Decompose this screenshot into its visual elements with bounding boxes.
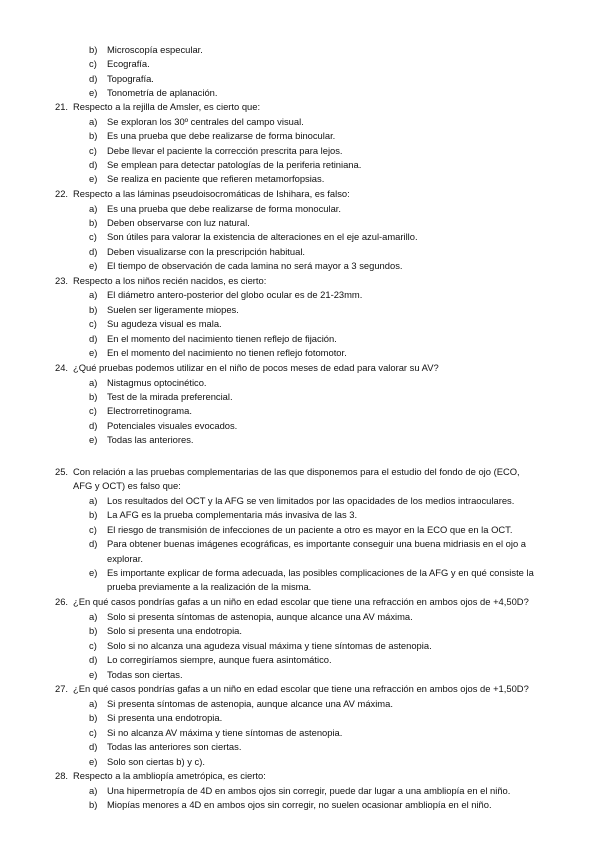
option-text: Solo son ciertas b) y c). (107, 756, 205, 767)
question-text: Respecto a la ambliopía ametrópica, es cierto: (73, 770, 266, 781)
option-letter: b) (89, 799, 98, 810)
option-text: Una hipermetropía de 4D en ambos ojos sin corregir, puede dar lugar a una ambliopía en el niño. (107, 785, 511, 796)
option-text: Lo corregiríamos siempre, aunque fuera asintomático. (107, 654, 332, 665)
question-number: 28. (55, 770, 69, 781)
question-text: Con relación a las pruebas complementarias de las que disponemos para el estudio del fondo de ojo (ECO, (73, 466, 520, 477)
option-line (89, 654, 332, 666)
option-line (89, 712, 222, 724)
question-line (55, 101, 260, 113)
option-letter: a) (89, 611, 98, 622)
option-line (89, 44, 203, 56)
option-text: Se realiza en paciente que refieren metamorfopsias. (107, 173, 325, 184)
option-line (89, 73, 154, 85)
option-line (89, 391, 233, 403)
option-letter: a) (89, 785, 98, 796)
question-number: 22. (55, 188, 69, 199)
option-letter: c) (89, 58, 97, 69)
option-letter: b) (89, 304, 98, 315)
question-continuation (73, 480, 181, 492)
question-text: Respecto a la rejilla de Amsler, es cierto que: (73, 101, 261, 112)
option-line (89, 741, 241, 753)
question-number: 25. (55, 466, 69, 477)
option-line (89, 524, 512, 536)
option-letter: c) (89, 727, 97, 738)
option-letter: d) (89, 333, 98, 344)
option-line (89, 377, 207, 389)
option-letter: c) (89, 231, 97, 242)
option-letter: d) (89, 159, 98, 170)
option-line (89, 130, 335, 142)
option-line (89, 304, 239, 316)
option-text: El tiempo de observación de cada lamina no será mayor a 3 segundos. (107, 260, 403, 271)
question-number: 23. (55, 275, 69, 286)
question-text: AFG y OCT) es falso que: (73, 480, 181, 491)
option-text: explorar. (107, 553, 143, 564)
option-line (89, 58, 150, 70)
question-line (55, 770, 266, 782)
option-letter: b) (89, 625, 98, 636)
option-line (89, 495, 514, 507)
option-letter: e) (89, 434, 98, 445)
option-line (89, 231, 418, 243)
option-continuation (107, 581, 311, 593)
question-number: 24. (55, 362, 69, 373)
option-line (89, 217, 250, 229)
question-text: ¿En qué casos pondrías gafas a un niño en edad escolar que tiene una refracción en ambos ojos de +1,50D? (73, 683, 529, 694)
question-text: Respecto a los niños recién nacidos, es cierto: (73, 275, 267, 286)
option-text: En el momento del nacimiento no tienen reflejo fotomotor. (107, 347, 347, 358)
option-line (89, 116, 304, 128)
option-text: Nistagmus optocinético. (107, 377, 207, 388)
option-letter: d) (89, 420, 98, 431)
option-text: Si no alcanza AV máxima y tiene síntomas de astenopia. (107, 727, 343, 738)
option-text: El diámetro antero-posterior del globo ocular es de 21-23mm. (107, 289, 363, 300)
option-letter: e) (89, 756, 98, 767)
option-letter: b) (89, 509, 98, 520)
question-text: ¿En qué casos pondrías gafas a un niño en edad escolar que tiene una refracción en ambos ojos de +4,50D? (73, 596, 529, 607)
option-line (89, 246, 305, 258)
option-text: Ecografía. (107, 58, 150, 69)
question-number: 21. (55, 101, 69, 112)
option-line (89, 173, 324, 185)
option-text: Electrorretinograma. (107, 405, 192, 416)
option-line (89, 669, 183, 681)
option-text: Para obtener buenas imágenes ecográficas, es importante conseguir una buena midriasis en el ojo a (107, 538, 527, 549)
option-line (89, 640, 432, 652)
question-line (55, 362, 439, 374)
option-text: Potenciales visuales evocados. (107, 420, 238, 431)
option-letter: a) (89, 203, 98, 214)
option-line (89, 145, 343, 157)
option-text: prueba previamente a la realización de la misma. (107, 581, 312, 592)
option-text: Son útiles para valorar la existencia de alteraciones en el eje azul-amarillo. (107, 231, 418, 242)
option-letter: e) (89, 260, 98, 271)
option-line (89, 625, 242, 637)
option-line (89, 538, 526, 550)
option-line (89, 260, 403, 272)
option-text: Todas son ciertas. (107, 669, 183, 680)
option-letter: e) (89, 669, 98, 680)
option-text: Deben observarse con luz natural. (107, 217, 250, 228)
option-text: Se emplean para detectar patologías de la periferia retiniana. (107, 159, 362, 170)
option-text: Solo si presenta síntomas de astenopia, aunque alcance una AV máxima. (107, 611, 413, 622)
option-letter: b) (89, 44, 98, 55)
question-line (55, 275, 266, 287)
option-continuation (107, 553, 143, 565)
option-text: Todas las anteriores. (107, 434, 194, 445)
option-text: Miopías menores a 4D en ambos ojos sin corregir, no suelen ocasionar ambliopía en el niño. (107, 799, 492, 810)
option-text: Es una prueba que debe realizarse de forma binocular. (107, 130, 336, 141)
option-text: Deben visualizarse con la prescripción habitual. (107, 246, 306, 257)
option-line (89, 347, 347, 359)
option-text: Se exploran los 30º centrales del campo visual. (107, 116, 304, 127)
option-line (89, 727, 342, 739)
option-line (89, 785, 510, 797)
option-text: El riesgo de transmisión de infecciones de un paciente a otro es mayor en la ECO que en la OCT. (107, 524, 513, 535)
option-letter: e) (89, 567, 98, 578)
option-letter: e) (89, 347, 98, 358)
option-letter: c) (89, 524, 97, 535)
option-text: Microscopía especular. (107, 44, 203, 55)
option-letter: a) (89, 116, 98, 127)
option-letter: d) (89, 73, 98, 84)
option-letter: b) (89, 130, 98, 141)
option-text: Solo si no alcanza una agudeza visual máxima y tiene síntomas de astenopia. (107, 640, 432, 651)
option-letter: c) (89, 318, 97, 329)
option-text: Es una prueba que debe realizarse de forma monocular. (107, 203, 341, 214)
option-letter: e) (89, 173, 98, 184)
option-letter: d) (89, 741, 98, 752)
option-letter: a) (89, 289, 98, 300)
option-letter: d) (89, 654, 98, 665)
option-line (89, 289, 362, 301)
option-line (89, 509, 357, 521)
question-line (55, 683, 529, 695)
option-letter: b) (89, 217, 98, 228)
question-text: ¿Qué pruebas podemos utilizar en el niño de pocos meses de edad para valorar su AV? (73, 362, 439, 373)
question-line (55, 466, 520, 478)
question-number: 27. (55, 683, 69, 694)
option-text: Tonometría de aplanación. (107, 87, 218, 98)
option-line (89, 567, 534, 579)
option-text: En el momento del nacimiento tienen reflejo de fijación. (107, 333, 337, 344)
option-text: Los resultados del OCT y la AFG se ven limitados por las opacidades de los medios intraoculares. (107, 495, 515, 506)
option-text: Suelen ser ligeramente miopes. (107, 304, 239, 315)
option-line (89, 405, 192, 417)
option-line (89, 203, 341, 215)
option-letter: a) (89, 495, 98, 506)
question-line (55, 596, 529, 608)
option-line (89, 87, 218, 99)
option-line (89, 434, 194, 446)
option-line (89, 159, 361, 171)
option-letter: c) (89, 405, 97, 416)
option-text: Si presenta una endotropia. (107, 712, 223, 723)
option-letter: c) (89, 640, 97, 651)
option-text: Todas las anteriores son ciertas. (107, 741, 242, 752)
option-line (89, 611, 413, 623)
option-text: Si presenta síntomas de astenopia, aunque alcance una AV máxima. (107, 698, 393, 709)
option-text: Es importante explicar de forma adecuada, las posibles complicaciones de la AFG y en qué consiste la (107, 567, 534, 578)
option-letter: d) (89, 538, 98, 549)
option-letter: c) (89, 145, 97, 156)
option-letter: b) (89, 712, 98, 723)
option-text: La AFG es la prueba complementaria más invasiva de las 3. (107, 509, 358, 520)
question-number: 26. (55, 596, 69, 607)
option-line (89, 756, 205, 768)
option-letter: b) (89, 391, 98, 402)
option-line (89, 333, 337, 345)
option-letter: a) (89, 377, 98, 388)
option-text: Topografía. (107, 73, 154, 84)
option-letter: a) (89, 698, 98, 709)
option-line (89, 698, 393, 710)
option-text: Test de la mirada preferencial. (107, 391, 233, 402)
option-line (89, 799, 492, 811)
option-text: Debe llevar el paciente la corrección prescrita para lejos. (107, 145, 343, 156)
option-line (89, 420, 237, 432)
option-text: Solo si presenta una endotropia. (107, 625, 242, 636)
option-line (89, 318, 222, 330)
option-letter: e) (89, 87, 98, 98)
option-text: Su agudeza visual es mala. (107, 318, 222, 329)
option-letter: d) (89, 246, 98, 257)
question-line (55, 188, 350, 200)
question-text: Respecto a las láminas pseudoisocromáticas de Ishihara, es falso: (73, 188, 350, 199)
